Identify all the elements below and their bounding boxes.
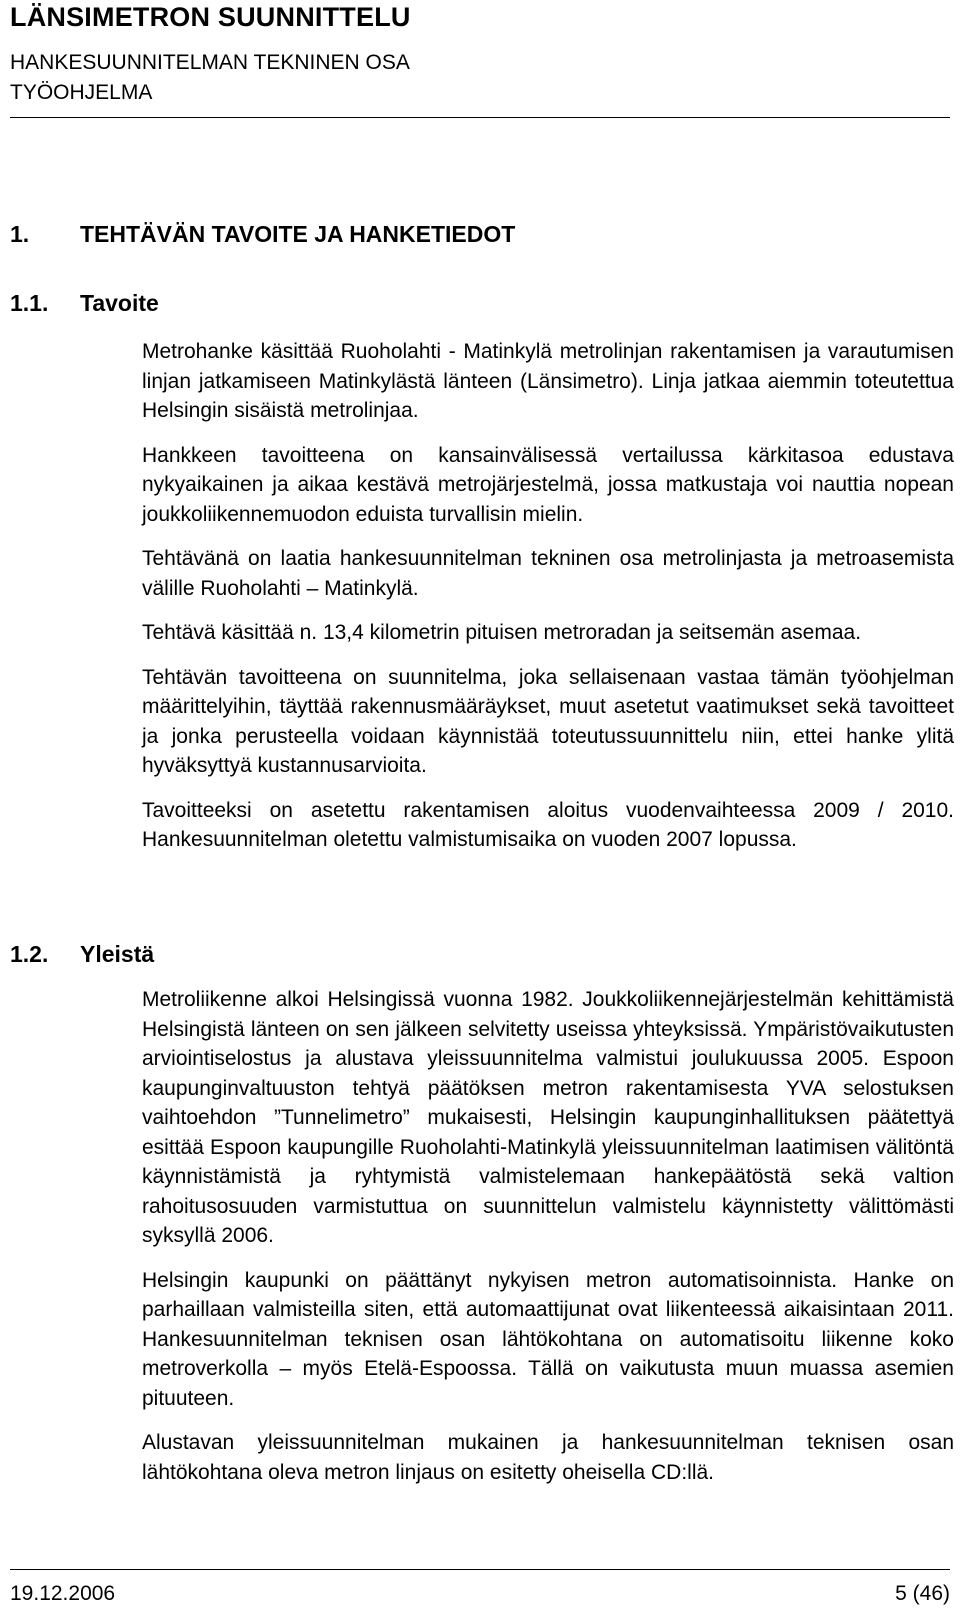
paragraph: Helsingin kaupunki on päättänyt nykyisen metron automatisoinnista. Hanke on parhaillaan valmisteilla siten, että automaattijunat ovat liikenteessä aikaisintaan 2011. Hankesuunnitelman teknisen osan lähtökohtana on automatisoitu liikenne koko metroverkolla – myös Etelä-Espoossa. Tällä on vaikutusta muun muassa asemien pituuteen.: [142, 1268, 954, 1410]
paragraph: Tehtävänä on laatia hankesuunnitelman tekninen osa metrolinjasta ja metroasemista välille Ruoholahti – Matinkylä.: [142, 547, 954, 600]
paragraph: Metrohanke käsittää Ruoholahti - Matinkylä metrolinjan rakentamisen ja varautumisen linjan jatkamiseen Matinkylästä länteen (Länsimetro). Linja jatkaa aiemmin toteutettua Helsingin sisäistä metrolinjaa.: [142, 340, 954, 422]
header-subtitle-2: TYÖOHJELMA: [10, 81, 153, 104]
section-1-2-heading: [10, 941, 154, 968]
footer-rule: [10, 1569, 950, 1570]
section-1-2-body: [142, 985, 954, 1502]
section-1-1-title: Tavoite: [80, 290, 159, 316]
paragraph: Hankkeen tavoitteena on kansainvälisessä vertailussa kärkitasoa edustava nykyaikainen ja aikaa kestävä metrojärjestelmä, jossa matkustaja voi nauttia nopean joukkoliikennemuodon eduista turvallisin mielin.: [142, 443, 954, 526]
paragraph: Metroliikenne alkoi Helsingissä vuonna 1982. Joukkoliikennejärjestelmän kehittämistä Helsingistä länteen on sen jälkeen selvitetty useissa yhteyksissä. Ympäristövaikutusten arviointiselostus ja alustava yleissuunnitelma valmistui joulukuussa 2005. Espoon kaupunginvaltuuston tehtyä päätöksen metron rakentamisesta YVA selostuksen vaihtoehdon ”Tunnelimetro” mukaisesti, Helsingin kaupunginhallituksen päätettyä esittää Espoon kaupungille Ruoholahti-Matinkylä yleissuunnitelman laatimisen välitöntä käynnistämistä ja ryhtymistä valmistelemaan hankepäätöstä sekä valtion rahoitusosuuden varmistuttua on suunnittelun valmistelu käynnistetty välittömästi syksyllä 2006.: [142, 988, 954, 1247]
section-1-2-number: 1.2.: [10, 941, 49, 967]
paragraph: Tavoitteeksi on asetettu rakentamisen aloitus vuodenvaihteessa 2009 / 2010. Hankesuunnitelman oletettu valmistumisaika on vuoden 2007 lopussa.: [142, 798, 954, 851]
footer-page-number: 5 (46): [895, 1582, 950, 1605]
section-1-1-number: 1.1.: [10, 290, 49, 316]
section-1-number: 1.: [10, 221, 30, 247]
section-1-heading: [10, 221, 515, 248]
paragraph: Tehtävä käsittää n. 13,4 kilometrin pituisen metroradan ja seitsemän asemaa.: [142, 621, 862, 644]
paragraph: Alustavan yleissuunnitelman mukainen ja hankesuunnitelman teknisen osan lähtökohtana oleva metron linjaus on esitetty oheisella CD:llä.: [142, 1431, 954, 1484]
header-subtitle-1: HANKESUUNNITELMAN TEKNINEN OSA: [10, 51, 410, 74]
header-rule: [10, 117, 950, 118]
paragraph: Tehtävän tavoitteena on suunnitelma, joka sellaisenaan vastaa tämän työohjelman määrittelyihin, täyttää rakennusmääräykset, muut asetetut vaatimukset sekä tavoitteet ja jonka perusteella voidaan käynnistää toteutussuunnittelu niin, ettei hanke ylitä hyväksyttyä kustannusarvioita.: [142, 665, 954, 777]
section-1-title: TEHTÄVÄN TAVOITE JA HANKETIEDOT: [80, 221, 516, 247]
section-1-1-body: [142, 337, 954, 870]
section-1-1-heading: [10, 290, 159, 317]
section-1-2-title: Yleistä: [80, 941, 155, 967]
header-title: LÄNSIMETRON SUUNNITTELU: [10, 2, 411, 32]
footer-date: 19.12.2006: [10, 1582, 116, 1605]
